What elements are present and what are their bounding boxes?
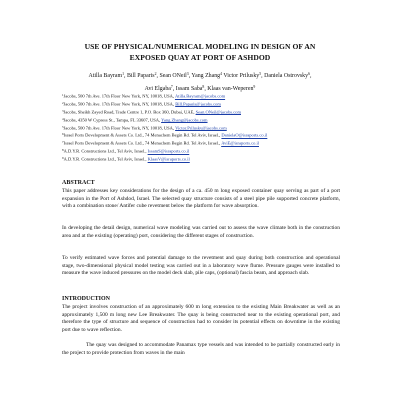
affiliation-list <box>62 92 352 163</box>
affiliation-email-link[interactable]: DanielaO@israports.co.il <box>221 133 268 139</box>
author-separator: , <box>172 86 176 92</box>
title-line-1: USE OF PHYSICAL/NUMERICAL MODELING IN DESIGN OF AN <box>84 42 316 51</box>
author-affiliation-mark: 8 <box>202 85 205 89</box>
author-name: Atilla Bayram <box>88 73 123 79</box>
author <box>127 73 160 79</box>
affiliation-address: Jacobs, 500 7th Ave. 17th Floor New York, NY, 10018, USA, <box>63 101 176 107</box>
affiliation-email-link[interactable]: Victor.Prilusky@jacobs.com <box>175 125 227 131</box>
author-separator: , <box>123 73 127 79</box>
affiliation-email-link[interactable]: KlaasV@israports.co.il <box>147 156 190 162</box>
affiliation-line <box>62 124 352 132</box>
affiliation-mark: 3 <box>62 108 64 113</box>
affiliation-mark: 4 <box>62 116 64 121</box>
author <box>156 72 192 79</box>
author-affiliation-mark: 4 <box>220 72 223 76</box>
introduction-heading: INTRODUCTION <box>62 296 111 302</box>
author-separator: , <box>188 73 192 79</box>
affiliation-mark: 7 <box>62 140 64 145</box>
affiliation-mark: 9 <box>62 156 64 161</box>
author-line-1 <box>62 69 338 82</box>
affiliation-email-link[interactable]: Atilla.Bayram@jacobs.com <box>174 93 226 99</box>
affiliation-address: Israel Ports Development & Assets Co. Ltd., 74 Menachem Begin Rd. Tel Aviv, Israel., <box>63 140 222 146</box>
abstract-paragraph-3: To verify estimated wave forces and potential damage to the revetment and quay during both construction and operational stage, two-dimensional physical model testing was carried out in a laboratory wave flume. Pressure gauges were installed to measure the wave induced pressures on the model deck slab, pile caps, (optional) fascia beam, and approach slab. <box>62 255 340 277</box>
affiliation-address: Jacobs, 500 7th Ave. 17th Floor New York, NY, 10018, USA, <box>63 125 176 131</box>
affiliation-line <box>62 155 352 163</box>
affiliation-email-link[interactable]: AviE@israports.co.il <box>221 140 259 146</box>
affiliation-address: Jacobs, Sheikh Zayed Road, Trade Centre 1, P.O. Box 360, Dubai, UAE, <box>63 109 196 115</box>
author-separator: , Daniela Ostrovsky <box>261 73 309 79</box>
author <box>259 73 308 79</box>
author-affiliation-mark: 9 <box>253 85 256 89</box>
affiliation-address: Jacobs, 500 7th Ave. 17th Floor New York, NY, 10018, USA, <box>63 93 175 99</box>
affiliation-email-link[interactable]: Sean.ONeil@jacobs.com <box>195 109 241 115</box>
affiliation-mark: 5 <box>62 124 64 129</box>
author-affiliation-mark: 1 <box>122 72 124 76</box>
affiliation-mark: 8 <box>62 148 64 153</box>
author-separator: , <box>309 73 312 79</box>
author <box>89 73 127 79</box>
author-name: Yang Zhang <box>191 73 221 79</box>
affiliation-mark: 6 <box>62 132 64 137</box>
author-affiliation-mark: 3 <box>186 72 189 76</box>
affiliation-email-link[interactable]: IssamS@israports.co.il <box>147 148 190 154</box>
abstract-paragraph-1: This paper addresses key considerations for the design of a ca. 450 m long exposed container quay serving as part of a port expansion in the Port of Ashdod, Israel. The selected quay structure consists of a steel pipe pile supported concrete platform, with a combination stone/ Antifer cube revetment below the platform for wave absorption. <box>62 188 340 210</box>
introduction-paragraph-1: The project involves construction of an approximately 600 m long extension to the existing Main Breakwater as well as an approximately 1,500 m long new Lee Breakwater. The quay is being constructed near to the existing operational port, and therefore the type of structure and sequence of construction had to consider its potential effects on downtime in the existing port due to wave reflection. <box>62 304 340 333</box>
author-name: Avi Elgaba <box>144 86 171 92</box>
affiliation-address: A.D.Y.R. Constructions Ltd., Tel Aviv, Israel., <box>63 148 148 154</box>
affiliation-line <box>62 92 352 100</box>
author-separator: , <box>156 73 160 79</box>
affiliation-address: Israel Ports Development & Assets Co. Ltd., 74 Menachem Begin Rd. Tel Aviv, Israel., <box>63 133 222 139</box>
affiliation-email-link[interactable]: Yang.Zhang@jacobs.com <box>161 117 208 123</box>
author-name: Issam Saba <box>175 86 203 92</box>
author-affiliation-mark: 5 <box>259 72 262 76</box>
affiliation-address: A.D.Y.R. Constructions Ltd., Tel Aviv, Israel., <box>63 156 148 162</box>
author-name: Bill Paparis <box>126 73 155 79</box>
affiliation-line <box>62 108 352 116</box>
author-affiliation-mark: 6 <box>308 72 310 76</box>
title-line-2: EXPOSED QUAY AT PORT OF ASHDOD <box>129 53 271 62</box>
author <box>188 72 262 79</box>
author-separator: Victor Prilusky <box>222 73 260 79</box>
author-separator: , <box>204 86 208 92</box>
abstract-paragraph-2: In developing the detail design, numerical wave modeling was carried out to assess the wave climate both in the construction area and at the existing (operating) port, considering the different stages of construction. <box>62 225 340 239</box>
affiliation-mark: 1 <box>62 93 64 97</box>
introduction-paragraph-2: The quay was designed to accommodate Panamax type vessels and was intended to be partially constructed early in the project to provide protection from waves in the main <box>62 342 340 356</box>
affiliation-line <box>62 139 352 147</box>
author <box>308 73 311 79</box>
affiliation-line <box>62 131 352 139</box>
author-name: Sean ONeil <box>159 73 187 79</box>
affiliation-mark: 2 <box>62 100 64 105</box>
affiliation-email-link[interactable]: Bill.Paparis@jacobs.com <box>175 101 221 107</box>
affiliation-line <box>62 116 352 124</box>
affiliation-line <box>62 100 352 108</box>
abstract-heading: ABSTRACT <box>62 180 95 186</box>
affiliation-address: Jacobs, 4350 W Cypress St., Tampa, FL 33607, USA, <box>63 117 162 123</box>
author-affiliation-mark: 7 <box>170 85 173 89</box>
affiliation-line <box>62 147 352 155</box>
author-name: Klaas van-Weperen <box>207 86 254 92</box>
paper-title <box>50 41 350 63</box>
author-affiliation-mark: 2 <box>154 72 157 76</box>
